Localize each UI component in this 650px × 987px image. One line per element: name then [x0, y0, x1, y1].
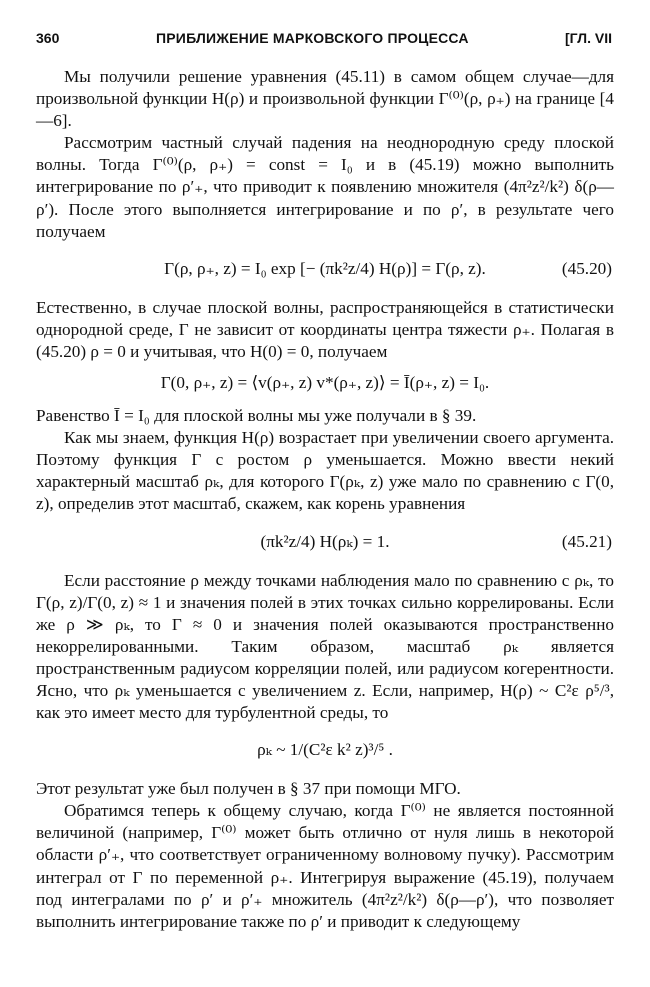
equation-number: (45.20) — [561, 258, 612, 278]
page-number: 360 — [36, 30, 60, 46]
paragraph: Рассмотрим частный случай падения на неоднородную среду плоской волны. Тогда Г⁽⁰⁾(ρ, ρ₊) = const = I₀ и в (45.19) можно выполнить интегрирование по ρ′₊, что приводит к появлению множителя (4π²z²/k²) δ(ρ—ρ′). После этого выполняется интегрирование и по ρ′, в результате чего получаем — [36, 133, 614, 241]
equation-45-20 — [36, 253, 614, 287]
paragraph: Обратимся теперь к общему случаю, когда Г⁽⁰⁾ не является постоянной величиной (например, Г⁽⁰⁾ может быть отлично от нуля лишь в некоторой области ρ′₊, что соответствует ограниченному волновому пучку). Рассмотрим интеграл от Г по переменной ρ₊. Интегрируя выражение (45.19), получаем под интегралами по ρ′ и ρ′₊ множитель (4π²z²/k²) δ(ρ—ρ′), что позволяет выполнить интегрирование также по ρ′ и приводит к следующему — [36, 801, 614, 931]
page-body — [36, 66, 614, 933]
running-title: ПРИБЛИЖЕНИЕ МАРКОВСКОГО ПРОЦЕССА — [156, 30, 469, 46]
chapter-label: [ГЛ. VII — [565, 30, 612, 46]
paragraph: Если расстояние ρ между точками наблюдения мало по сравнению с ρₖ, то Г(ρ, z)/Г(0, z) ≈ 1 и значения полей в этих точках сильно коррелированы. Если же ρ ≫ ρₖ, то Г ≈ 0 и значения полей оказываются пространственно некоррелированными. Таким образом, масштаб ρₖ является пространственным радиусом корреляции полей, или радиусом когерентности. Ясно, что ρₖ уменьшается с увеличением z. Если, например, H(ρ) ~ C²ε ρ⁵/³, как это имеет место для турбулентной среды, то — [36, 570, 614, 723]
paragraph: Мы получили решение уравнения (45.11) в самом общем случае—для произвольной функции H(ρ) и произвольной функции Г⁽⁰⁾(ρ, ρ₊) на границе [4—6]. — [36, 67, 614, 131]
paragraph: Естественно, в случае плоской волны, распространяющейся в статистически однородной среде, Г не зависит от координаты центра тяжести ρ₊. Полагая в (45.20) ρ = 0 и учитывая, что H(0) = 0, получаем — [36, 297, 614, 361]
page-header — [36, 30, 612, 52]
equation-unnumbered — [36, 372, 614, 396]
equation-unnumbered — [36, 734, 614, 768]
equation-45-21 — [36, 526, 614, 560]
paragraph: Как мы знаем, функция H(ρ) возрастает при увеличении своего аргумента. Поэтому функция Г с ростом ρ уменьшается. Можно ввести некий характерный масштаб ρₖ, для которого Г(ρₖ, z) уже мало по сравнению с Г(0, z), определив этот масштаб, скажем, как корень уравнения — [36, 428, 614, 514]
equation-expression: Г(0, ρ₊, z) = ⟨v(ρ₊, z) v*(ρ₊, z)⟩ = Ī(ρ₊, z) = I₀. — [160, 373, 490, 393]
paragraph: Этот результат уже был получен в § 37 при помощи МГО. — [36, 779, 461, 799]
equation-expression: ρₖ ~ 1/(C²ε k² z)³/⁵ . — [257, 740, 393, 760]
paragraph: Равенство Ī = I₀ для плоской волны мы уже получали в § 39. — [36, 406, 477, 426]
equation-expression: Г(ρ, ρ₊, z) = I₀ exp [− (πk²z/4) H(ρ)] = Г(ρ, z). — [164, 258, 486, 278]
equation-expression: (πk²z/4) H(ρₖ) = 1. — [260, 531, 390, 551]
equation-number: (45.21) — [561, 531, 612, 551]
